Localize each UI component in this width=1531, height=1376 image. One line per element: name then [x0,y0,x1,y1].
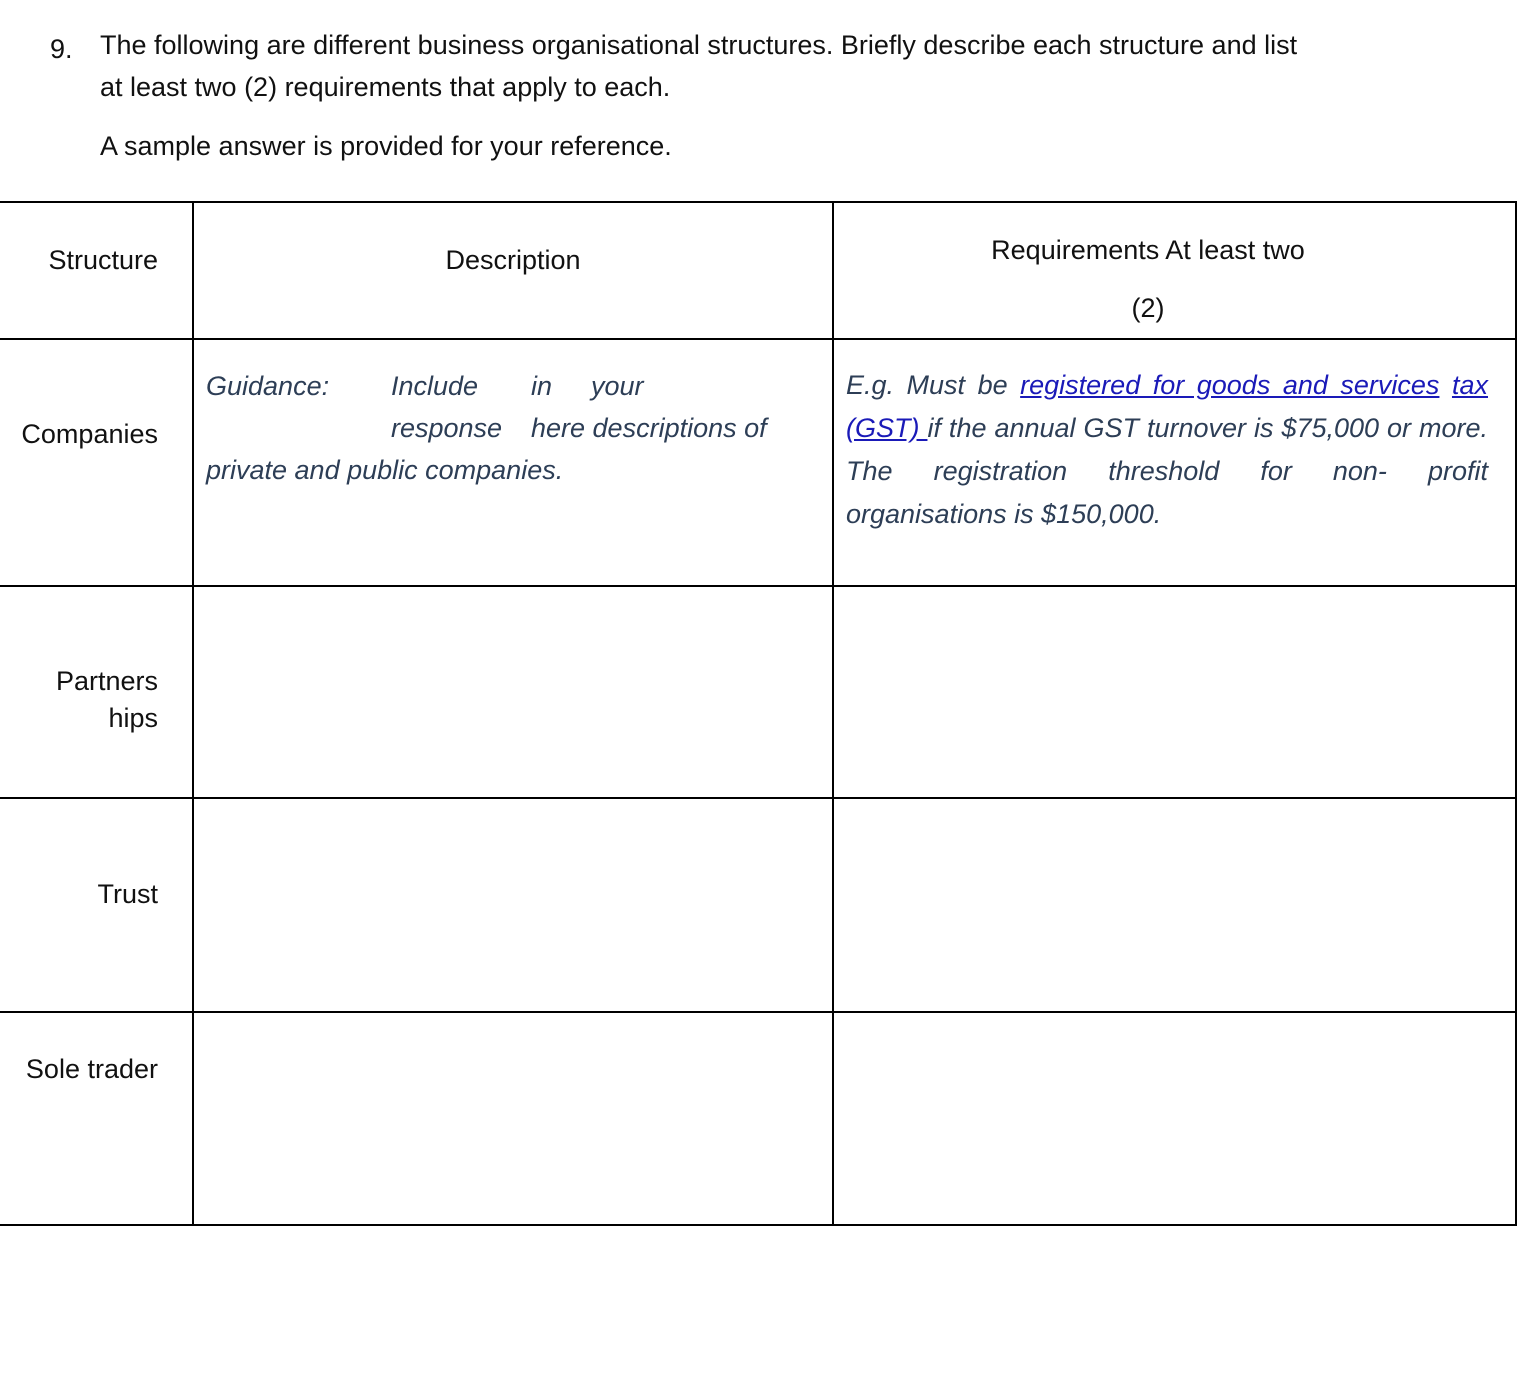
header-structure: Structure [48,245,158,275]
guidance-word: response [391,413,503,443]
guidance-word: your [591,371,644,401]
column-divider [192,201,194,1226]
guidance-word: Include [391,371,479,401]
header-requirements-line-1: Requirements At least two [991,235,1305,265]
row-companies-label: Companies [21,419,158,449]
guidance-line-1 [206,365,786,407]
table-divider [0,585,1517,587]
guidance-word: private and public companies. [206,455,564,485]
gst-registration-link[interactable]: registered for goods and services [1020,370,1440,400]
row-trust-label: Trust [97,879,158,909]
question-number: 9. [50,34,73,64]
table-divider [0,797,1517,799]
companies-description-guidance [206,365,786,491]
table-divider [0,1011,1517,1013]
table-border-top [0,201,1517,203]
table-border-right [1515,201,1517,1226]
companies-requirements-example [846,364,1488,536]
question-line-1: The following are different business organisational structures. Briefly describe each structure and list [100,30,1298,60]
question-note: A sample answer is provided for your reference. [100,131,672,161]
table-border-bottom [0,1224,1517,1226]
question-text [100,24,1400,108]
row-partnerships-label-line-1: Partners [55,666,158,696]
example-rest: if the annual GST turnover is $75,000 or more. The registration threshold for non- profit organisations is $150,000. [846,413,1489,529]
column-divider [832,201,834,1226]
header-requirements-line-2: (2) [1131,293,1165,323]
row-sole-trader-label: Sole trader [25,1054,158,1084]
header-description: Description [445,245,581,275]
example-space [1439,370,1452,400]
question-line-2: at least two (2) requirements that apply to each. [100,72,671,102]
guidance-word: Guidance: [206,371,330,401]
table-divider [0,338,1517,340]
guidance-word: in [531,371,553,401]
row-partnerships-label-line-2: hips [108,703,158,733]
tax-gst-link[interactable]: tax (GST) [846,370,1488,443]
example-prefix: E.g. Must be [846,370,1021,400]
guidance-word: here descriptions of [531,413,767,443]
guidance-line-3 [206,449,786,491]
guidance-line-2 [206,407,786,449]
